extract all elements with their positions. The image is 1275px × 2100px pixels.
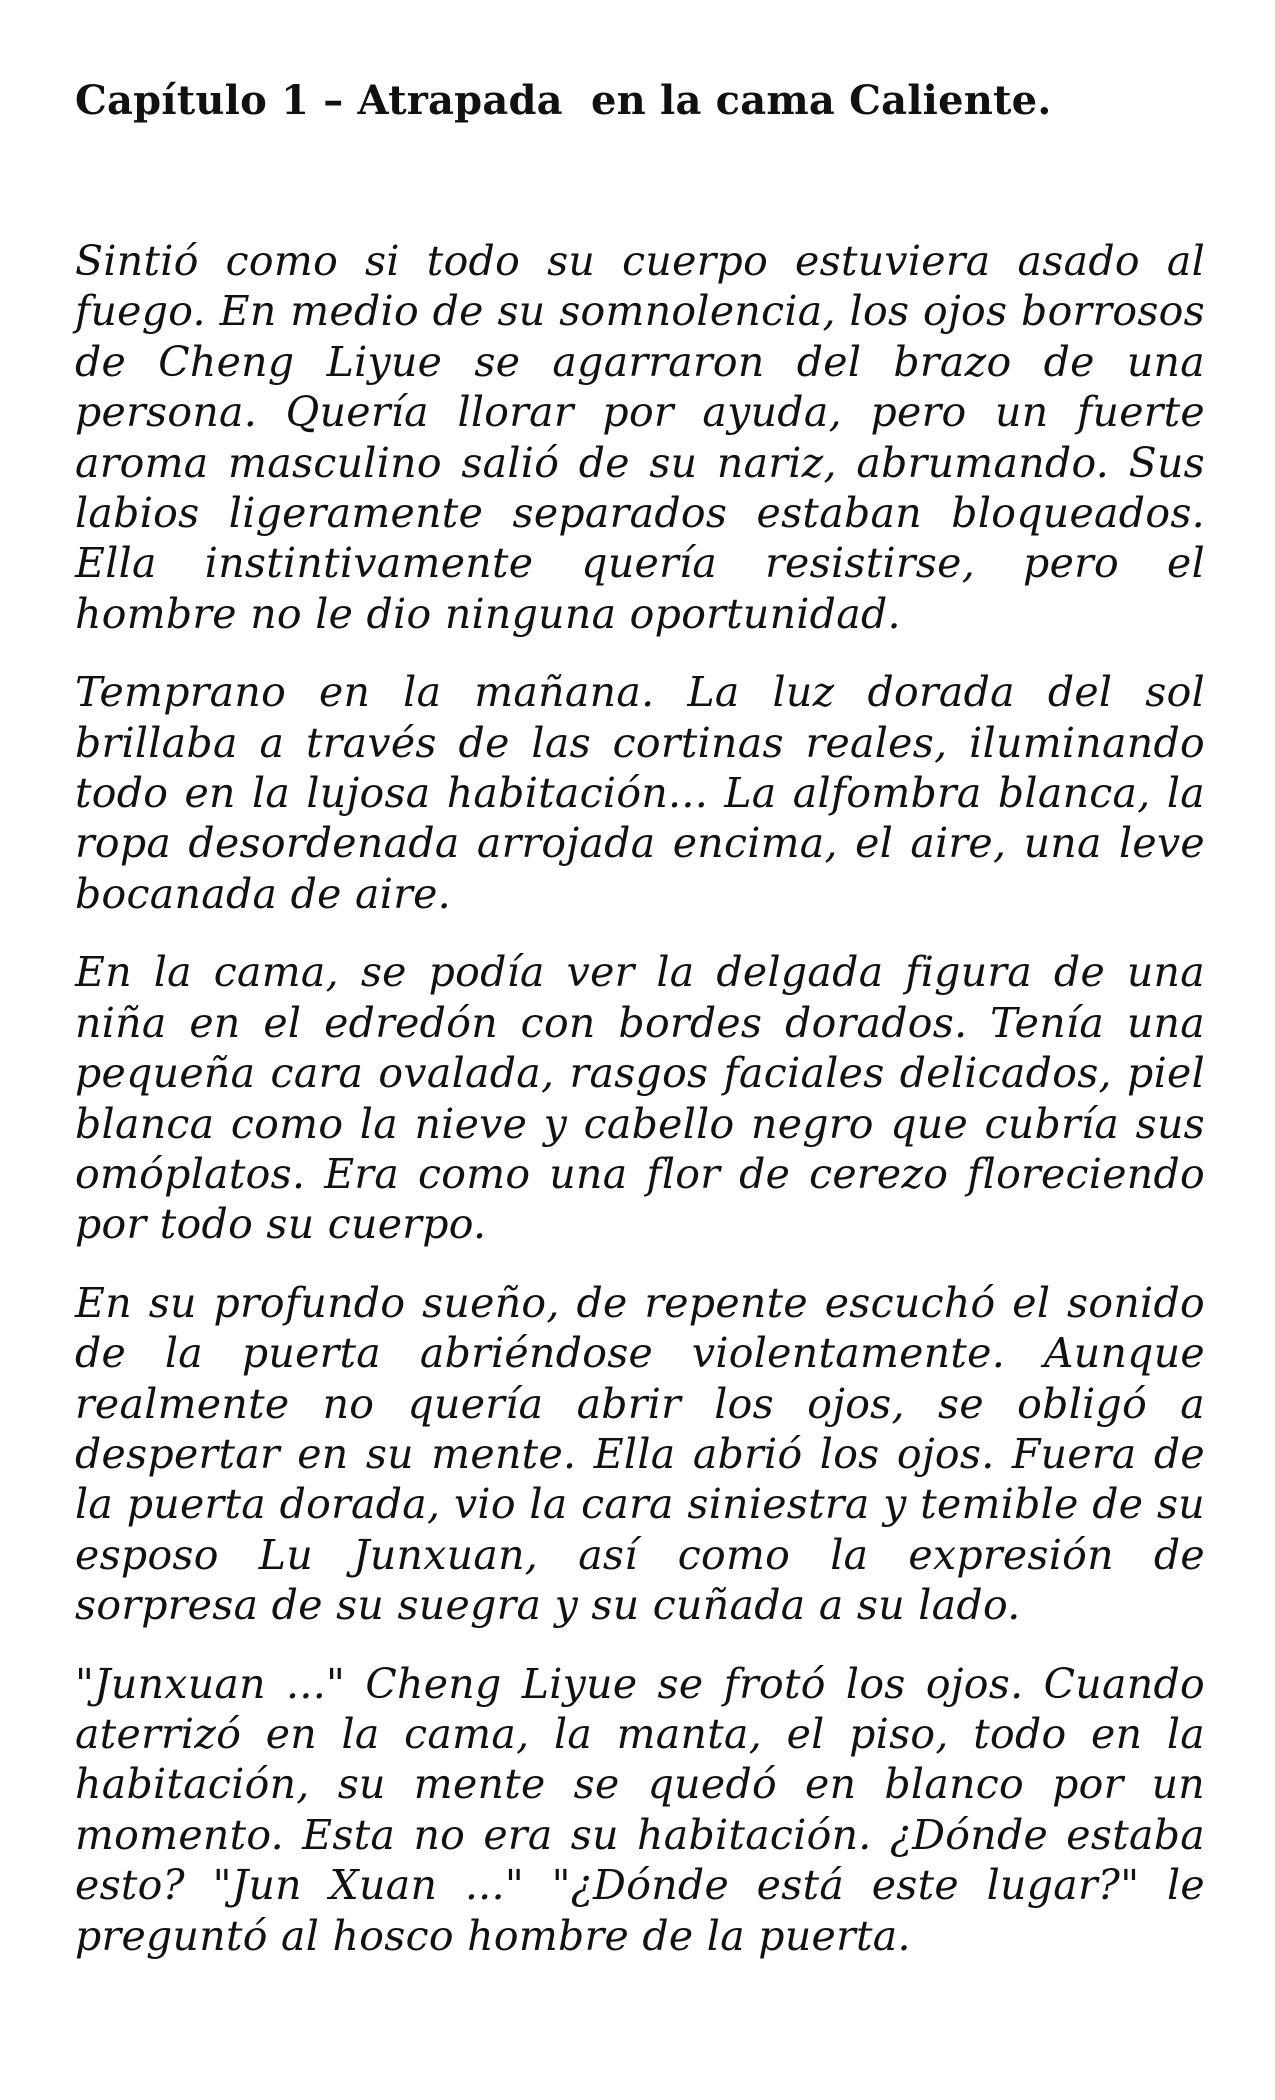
paragraph-2: Temprano en la mañana. La luz dorada del sol brillaba a través de las cortinas reales, iluminando todo en la lujosa habitación... La alfombra blanca, la ropa desordenada arrojada encima, el aire, una leve bocanada de aire. xyxy=(75,668,1205,918)
chapter-title: Capítulo 1 – Atrapada en la cama Caliente. xyxy=(75,77,1052,124)
paragraph-5: "Junxuan ..." Cheng Liyue se frotó los ojos. Cuando aterrizó en la cama, la manta, el piso, todo en la habitación, su mente se quedó en blanco por un momento. Esta no era su habitación. ¿Dónde estaba esto? "Jun Xuan ..." "¿Dónde está este lugar?" le preguntó al hosco hombre de la puerta. xyxy=(75,1659,1205,1960)
chapter-body xyxy=(75,236,1205,1989)
paragraph-3: En la cama, se podía ver la delgada figura de una niña en el edredón con bordes dorados. Tenía una pequeña cara ovalada, rasgos faciales delicados, piel blanca como la nieve y cabello negro que cubría sus omóplatos. Era como una flor de cerezo floreciendo por todo su cuerpo. xyxy=(75,948,1205,1249)
paragraph-1: Sintió como si todo su cuerpo estuviera asado al fuego. En medio de su somnolencia, los ojos borrosos de Cheng Liyue se agarraron del brazo de una persona. Quería llorar por ayuda, pero un fuerte aroma masculino salió de su nariz, abrumando. Sus labios ligeramente separados estaban bloqueados. Ella instintivamente quería resistirse, pero el hombre no le dio ninguna oportunidad. xyxy=(75,237,1205,638)
paragraph-4: En su profundo sueño, de repente escuchó el sonido de la puerta abriéndose violentamente. Aunque realmente no quería abrir los ojos, se obligó a despertar en su mente. Ella abrió los ojos. Fuera de la puerta dorada, vio la cara siniestra y temible de su esposo Lu Junxuan, así como la expresión de sorpresa de su suegra y su cuñada a su lado. xyxy=(75,1278,1205,1630)
